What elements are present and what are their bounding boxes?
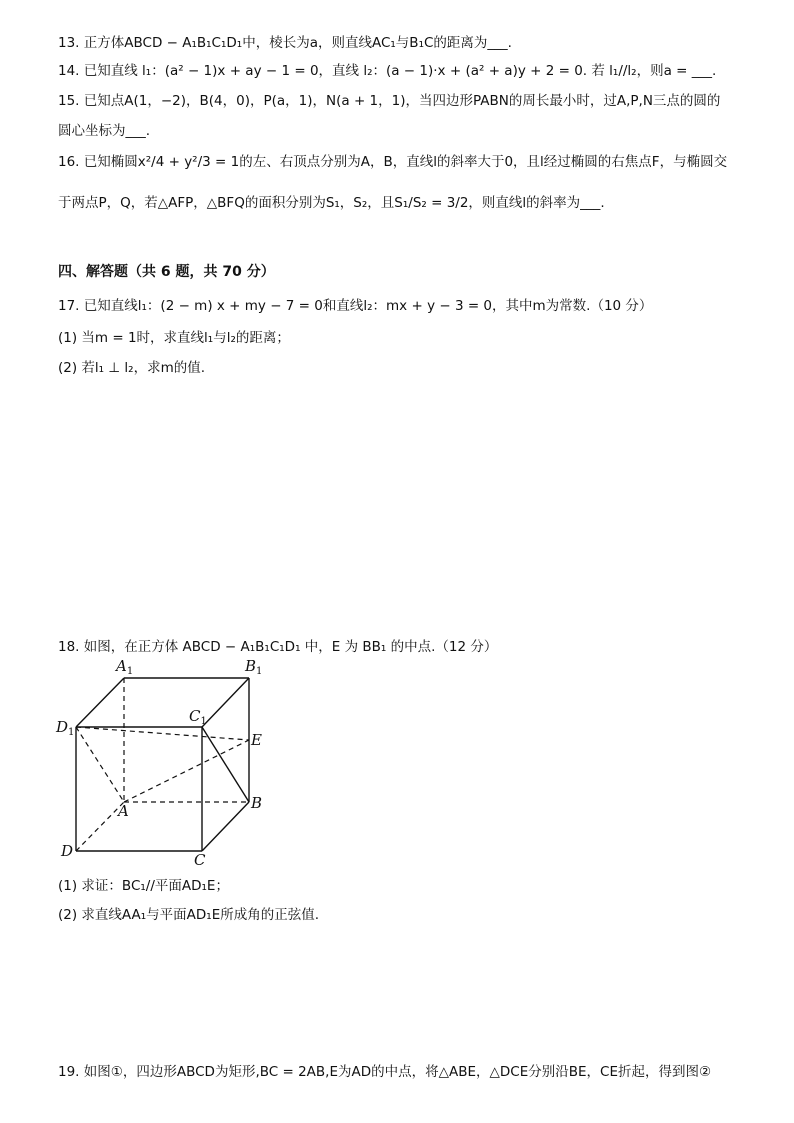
question-15-line1: 15. 已知点A(1，−2)，B(4，0)，P(a，1)，N(a + 1，1)，当四边形PABN的周长最小时，过A,P,N三点的圆的	[58, 93, 721, 109]
question-16-line2: 于两点P，Q，若△AFP，△BFQ的面积分别为S₁，S₂，且S₁/S₂ = 3/2，则直线l的斜率为___.	[58, 195, 605, 211]
edge-DA	[76, 802, 124, 851]
label-A: A	[118, 802, 129, 820]
label-B: B	[251, 794, 263, 812]
question-14: 14. 已知直线 l₁：(a² − 1)x + ay − 1 = 0，直线 l₂：(a − 1)·x + (a² + a)y + 2 = 0. 若 l₁//l₂，则a = ___.	[58, 63, 717, 79]
question-18-part1: (1) 求证：BC₁//平面AD₁E；	[58, 878, 229, 894]
section-heading: 四、解答题（共 6 题，共 70 分）	[58, 264, 275, 280]
question-13: 13. 正方体ABCD − A₁B₁C₁D₁中，棱长为a，则直线AC₁与B₁C的距离为___.	[58, 35, 512, 51]
label-A1: $A_1$	[116, 657, 134, 677]
question-18-stem: 18. 如图，在正方体 ABCD − A₁B₁C₁D₁ 中，E 为 BB₁ 的中点.（12 分）	[58, 639, 498, 655]
edge-D1E	[76, 727, 249, 740]
question-19-stem: 19. 如图①，四边形ABCD为矩形,BC = 2AB,E为AD的中点，将△ABE，△DCE分别沿BE，CE折起，得到图②	[58, 1064, 712, 1080]
label-C1: $C_1$	[189, 707, 207, 727]
cube-figure	[52, 655, 292, 870]
question-17-stem: 17. 已知直线l₁：(2 − m) x + my − 7 = 0和直线l₂：mx + y − 3 = 0，其中m为常数.（10 分）	[58, 298, 653, 314]
question-18-part2: (2) 求直线AA₁与平面AD₁E所成角的正弦值.	[58, 907, 320, 923]
question-15-line2: 圆心坐标为___.	[58, 123, 151, 139]
edge-D1A1	[76, 678, 124, 727]
label-D: D	[61, 842, 74, 860]
label-D1: $D_1$	[56, 718, 75, 738]
question-17-part2: (2) 若l₁ ⊥ l₂，求m的值.	[58, 360, 206, 376]
question-16-line1: 16. 已知椭圆x²/4 + y²/3 = 1的左、右顶点分别为A，B，直线l的斜率大于0，且l经过椭圆的右焦点F，与椭圆交	[58, 154, 728, 170]
edge-C1B	[202, 727, 249, 802]
question-17-part1: (1) 当m = 1时，求直线l₁与l₂的距离；	[58, 330, 290, 346]
label-C: C	[194, 851, 206, 869]
label-E: E	[251, 731, 262, 749]
edge-CB	[202, 802, 249, 851]
label-B1: $B_1$	[245, 657, 263, 677]
edge-C1B1	[202, 678, 249, 727]
edge-D1A	[76, 727, 124, 802]
